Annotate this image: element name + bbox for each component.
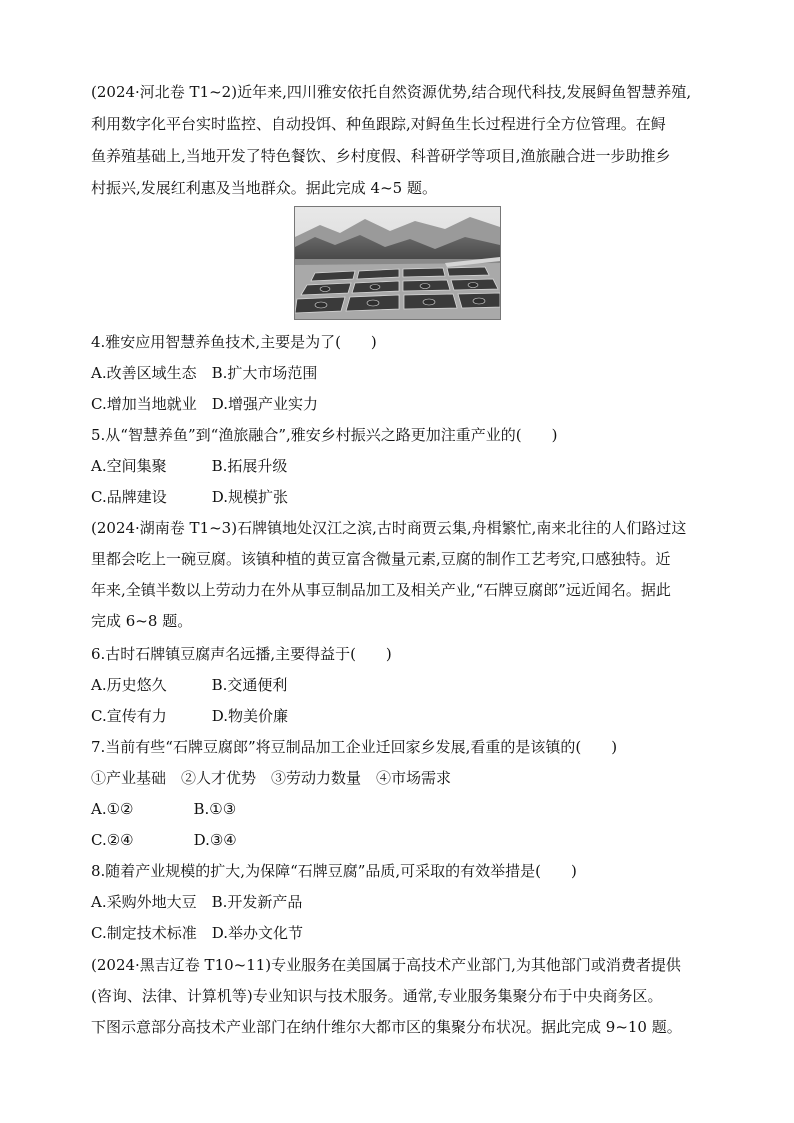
question-5-options-row-2: C.品牌建设 D.规模扩张 xyxy=(91,488,288,506)
question-7-stem: 7.当前有些“石牌豆腐郎”将豆制品加工企业迁回家乡发展,看重的是该镇的( ) xyxy=(91,738,618,756)
question-8-stem: 8.随着产业规模的扩大,为保障“石牌豆腐”品质,可采取的有效举措是( ) xyxy=(91,862,577,880)
intro-passage-2-line-4: 完成 6~8 题。 xyxy=(91,612,193,630)
question-6-options-row-2: C.宣传有力 D.物美价廉 xyxy=(91,707,288,725)
question-5-options-row-1: A.空间集聚 B.拓展升级 xyxy=(91,457,288,475)
intro-passage-1-line-2: 利用数字化平台实时监控、自动投饵、种鱼跟踪,对鲟鱼生长过程进行全方位管理。在鲟 xyxy=(91,115,666,133)
intro-passage-3-line-1: (2024·黑吉辽卷 T10~11)专业服务在美国属于高技术产业部门,为其他部门或消费者提供 xyxy=(91,956,681,974)
intro-passage-2-line-1: (2024·湖南卷 T1~3)石牌镇地处汉江之滨,古时商贾云集,舟楫繁忙,南来北往的人们路过这 xyxy=(91,519,687,537)
intro-passage-1-line-4: 村振兴,发展红利惠及当地群众。据此完成 4~5 题。 xyxy=(91,179,437,197)
intro-passage-1-line-1: (2024·河北卷 T1~2)近年来,四川雅安依托自然资源优势,结合现代科技,发展鲟鱼智慧养殖, xyxy=(91,83,692,101)
question-6-stem: 6.古时石牌镇豆腐声名远播,主要得益于( ) xyxy=(91,645,392,663)
intro-passage-3-line-3: 下图示意部分高技术产业部门在纳什维尔大都市区的集聚分布状况。据此完成 9~10 题。 xyxy=(91,1018,682,1036)
question-4-stem: 4.雅安应用智慧养鱼技术,主要是为了( ) xyxy=(91,333,377,351)
question-4-options-row-2: C.增加当地就业 D.增强产业实力 xyxy=(91,395,318,413)
question-7-choice-list: ①产业基础 ②人才优势 ③劳动力数量 ④市场需求 xyxy=(91,769,452,787)
question-4-options-row-1: A.改善区域生态 B.扩大市场范围 xyxy=(91,364,318,382)
question-5-stem: 5.从“智慧养鱼”到“渔旅融合”,雅安乡村振兴之路更加注重产业的( ) xyxy=(91,426,558,444)
intro-passage-3-line-2: (咨询、法律、计算机等)专业知识与技术服务。通常,专业服务集聚分布于中央商务区。 xyxy=(91,987,663,1005)
question-8-options-row-1: A.采购外地大豆 B.开发新产品 xyxy=(91,893,303,911)
fish-farm-photo xyxy=(294,206,501,320)
question-7-options-row-1: A.①② B.①③ xyxy=(91,800,237,818)
intro-passage-2-line-2: 里都会吃上一碗豆腐。该镇种植的黄豆富含微量元素,豆腐的制作工艺考究,口感独特。近 xyxy=(91,550,671,568)
intro-passage-1-line-3: 鱼养殖基础上,当地开发了特色餐饮、乡村度假、科普研学等项目,渔旅融合进一步助推乡 xyxy=(91,147,671,165)
intro-passage-2-line-3: 年来,全镇半数以上劳动力在外从事豆制品加工及相关产业,“石牌豆腐郎”远近闻名。据此 xyxy=(91,581,671,599)
question-7-options-row-2: C.②④ D.③④ xyxy=(91,831,237,849)
question-8-options-row-2: C.制定技术标准 D.举办文化节 xyxy=(91,924,303,942)
question-6-options-row-1: A.历史悠久 B.交通便利 xyxy=(91,676,288,694)
